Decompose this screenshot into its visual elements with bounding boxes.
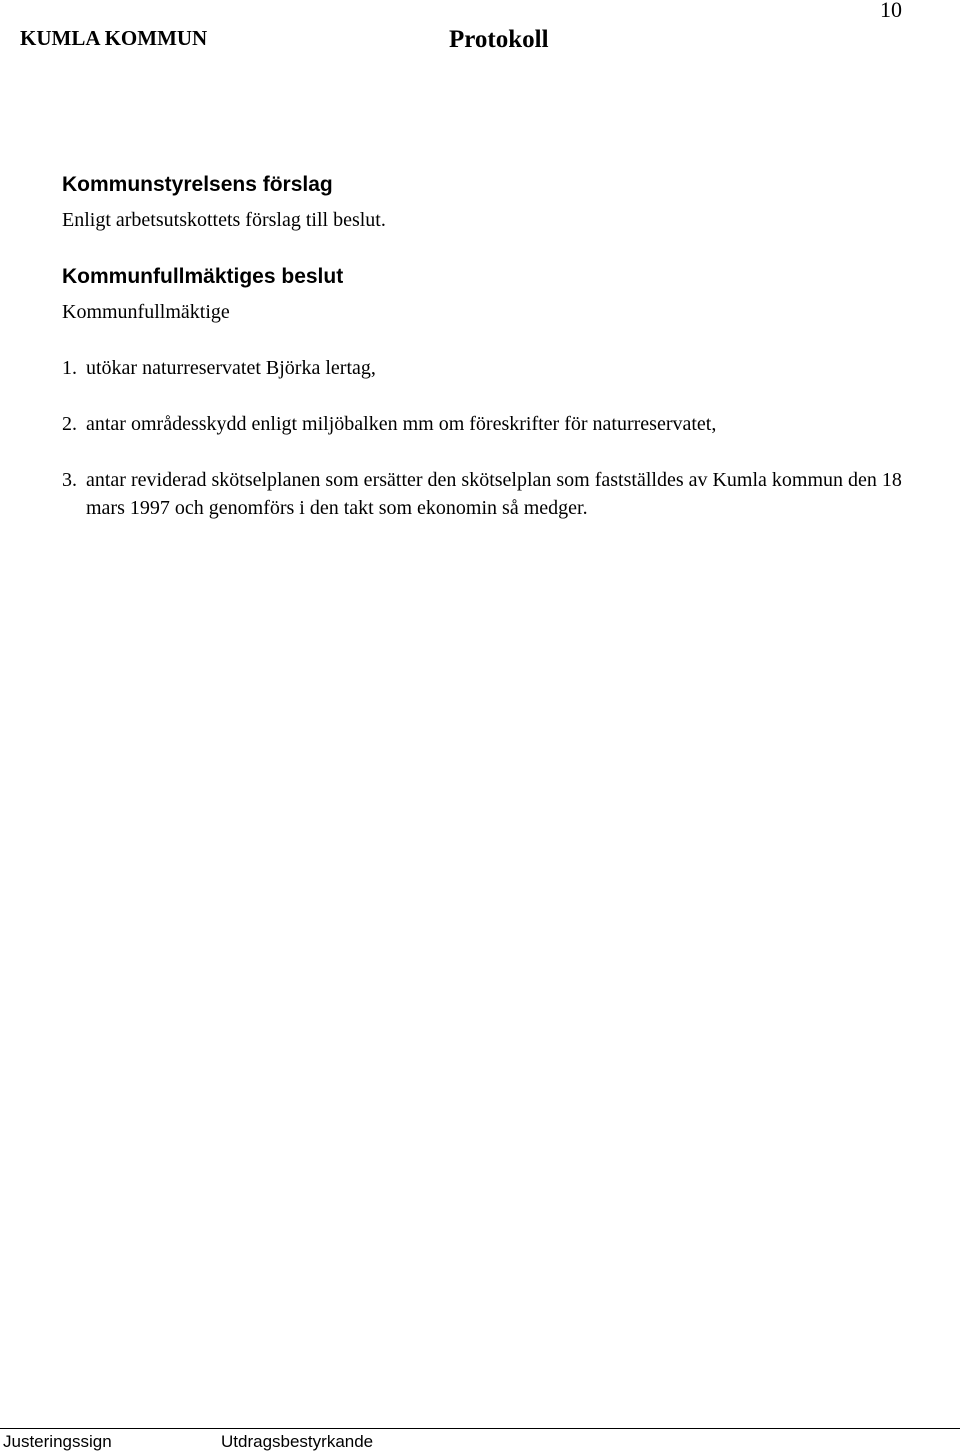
decision-item-text: antar områdesskydd enligt miljöbalken mm om föreskrifter för naturreservatet, [86,413,717,435]
footer-justeringssign: Justeringssign [3,1432,112,1451]
footer-utdragsbestyrkande: Utdragsbestyrkande [221,1432,374,1451]
decision-list [62,354,922,522]
proposal-heading: Kommunstyrelsens förslag [62,173,333,196]
page-number: 10 [880,0,902,22]
decision-item-text: antar reviderad skötselplanen som ersätter den skötselplan som fastställdes av Kumla kommun den 18 mars 1997 och genomförs i den takt som ekonomin så medger. [86,469,902,519]
decision-item-number: 2. [62,413,77,435]
document-title: Protokoll [449,26,549,53]
decision-item-number: 3. [62,469,77,491]
decision-item-number: 1. [62,357,77,379]
proposal-text: Enligt arbetsutskottets förslag till beslut. [62,209,386,231]
decision-item-text: utökar naturreservatet Björka lertag, [86,357,376,379]
decision-item-2 [62,410,922,438]
document-body [62,171,922,522]
decision-item-1 [62,354,922,382]
decision-heading: Kommunfullmäktiges beslut [62,265,344,288]
footer-divider [0,1428,960,1429]
decision-item-3 [62,466,922,522]
organization-name: KUMLA KOMMUN [20,26,208,50]
decision-intro: Kommunfullmäktige [62,301,230,323]
